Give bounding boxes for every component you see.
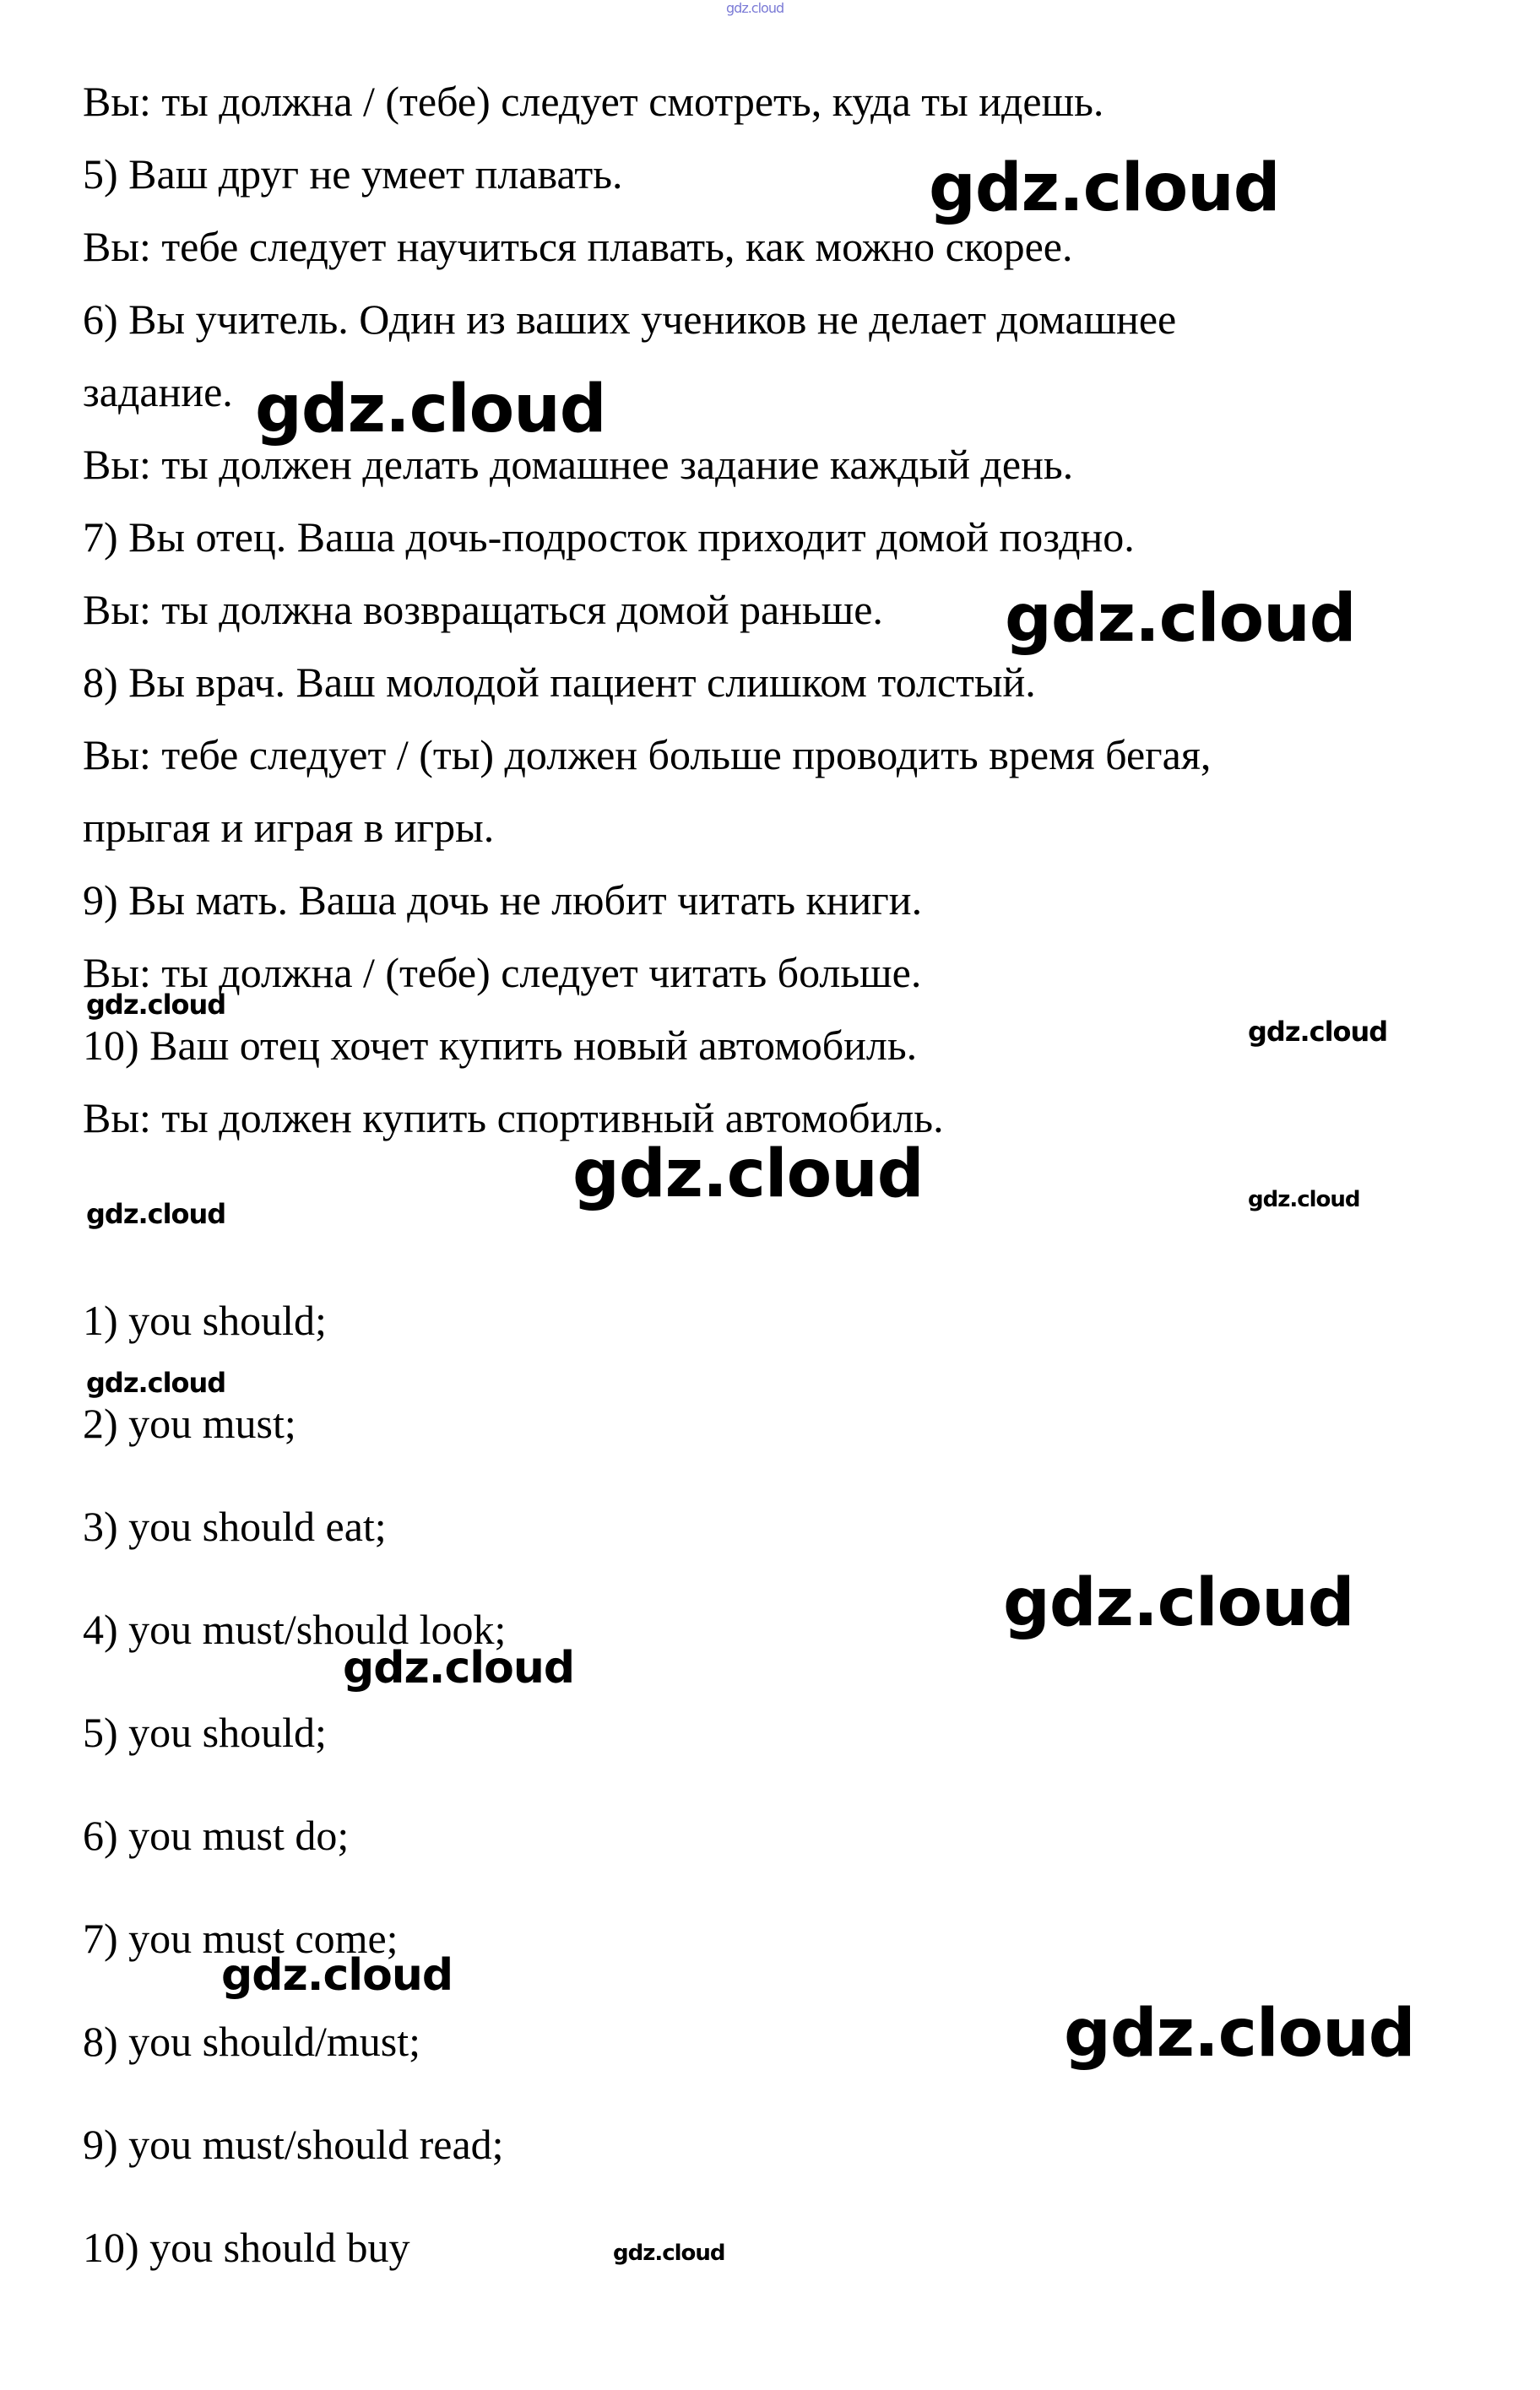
russian-line: 9) Вы мать. Ваша дочь не любит читать книги. (83, 876, 923, 924)
russian-line: задание. (83, 368, 233, 415)
russian-line: 10) Ваш отец хочет купить новый автомобиль. (83, 1022, 918, 1069)
watermark: gdz.cloud (86, 989, 226, 1021)
russian-line: 7) Вы отец. Ваша дочь-подросток приходит домой поздно. (83, 513, 1135, 561)
watermark: gdz.cloud (1248, 1187, 1360, 1212)
russian-line: 8) Вы врач. Ваш молодой пациент слишком толстый. (83, 658, 1036, 706)
russian-line: Вы: ты должна / (тебе) следует смотреть, куда ты идешь. (83, 78, 1104, 125)
russian-line: 6) Вы учитель. Один из ваших учеников не делает домашнее (83, 295, 1177, 343)
answer-line: 10) you should buy (83, 2224, 410, 2271)
answer-line: 2) you must; (83, 1400, 296, 1447)
russian-line: Вы: тебе следует / (ты) должен больше проводить время бегая, (83, 731, 1212, 778)
answer-line: 6) you must do; (83, 1812, 350, 1859)
russian-line: Вы: тебе следует научиться плавать, как можно скорее. (83, 223, 1073, 270)
watermark: gdz.cloud (255, 371, 606, 447)
russian-line: 5) Ваш друг не умеет плавать. (83, 150, 623, 198)
watermark: gdz.cloud (613, 2241, 725, 2266)
watermark: gdz.cloud (929, 150, 1280, 226)
watermark: gdz.cloud (86, 1367, 226, 1399)
watermark: gdz.cloud (1003, 1565, 1354, 1641)
watermark-top: gdz.cloud (726, 0, 784, 16)
watermark: gdz.cloud (1248, 1016, 1388, 1048)
watermark: gdz.cloud (343, 1643, 575, 1694)
russian-line: Вы: ты должна возвращаться домой раньше. (83, 586, 883, 633)
russian-line: прыгая и играя в игры. (83, 804, 495, 851)
russian-line: Вы: ты должен купить спортивный автомобиль. (83, 1094, 944, 1141)
answer-line: 4) you must/should look; (83, 1606, 507, 1653)
answer-line: 1) you should; (83, 1297, 327, 1344)
answer-line: 9) you must/should read; (83, 2121, 504, 2168)
russian-line: Вы: ты должен делать домашнее задание каждый день. (83, 441, 1074, 488)
answer-line: 8) you should/must; (83, 2018, 421, 2065)
watermark: gdz.cloud (1064, 1996, 1415, 2072)
answer-line: 7) you must come; (83, 1915, 399, 1962)
watermark: gdz.cloud (1005, 581, 1356, 657)
answer-line: 3) you should eat; (83, 1503, 387, 1550)
russian-line: Вы: ты должна / (тебе) следует читать больше. (83, 949, 922, 996)
watermark: gdz.cloud (221, 1950, 453, 2001)
watermark: gdz.cloud (86, 1198, 226, 1230)
answer-line: 5) you should; (83, 1709, 327, 1756)
watermark: gdz.cloud (572, 1136, 924, 1212)
